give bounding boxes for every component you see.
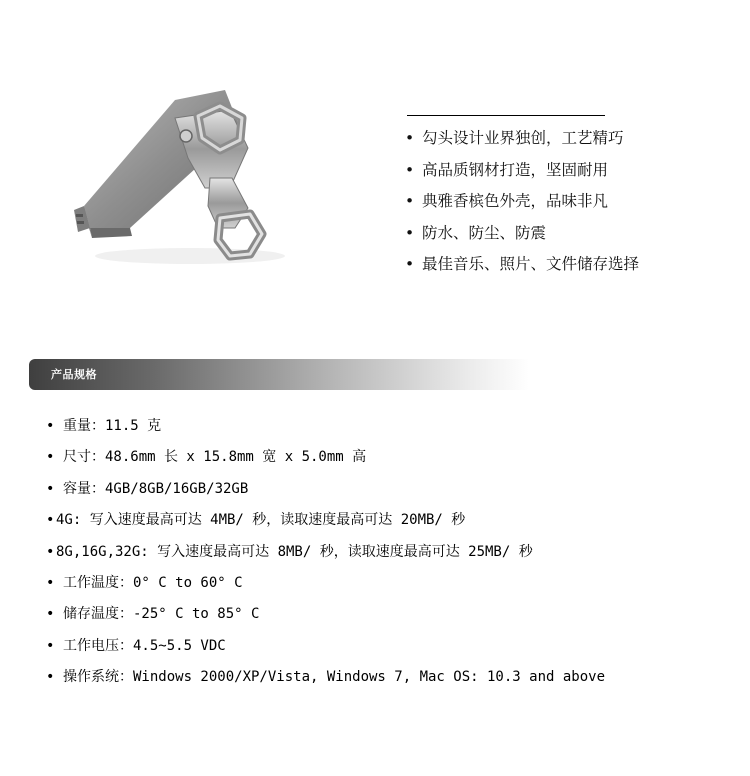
spec-section-title: 产品规格 xyxy=(51,368,97,381)
bullet-icon: • xyxy=(405,192,415,210)
feature-item xyxy=(405,219,639,251)
spec-text: 尺寸：48.6mm 长 x 15.8mm 宽 x 5.0mm 高 xyxy=(63,449,367,466)
bullet-icon: • xyxy=(46,606,55,623)
bullet-icon: • xyxy=(405,129,415,147)
feature-text: 防水、防尘、防震 xyxy=(422,223,547,242)
spec-text: 工作温度：0° C to 60° C xyxy=(63,574,243,591)
bullet-icon: • xyxy=(405,223,415,242)
bullet-icon: • xyxy=(46,449,55,466)
spec-text: 工作电压：4.5~5.5 VDC xyxy=(63,637,226,654)
bullet-icon: • xyxy=(46,574,55,591)
spec-item xyxy=(46,411,605,442)
spec-item xyxy=(46,537,605,568)
bullet-icon: • xyxy=(405,160,415,179)
feature-divider xyxy=(407,115,605,116)
feature-item xyxy=(405,156,639,188)
spec-item xyxy=(46,599,605,630)
spec-item xyxy=(46,568,605,599)
spec-text: 操作系统：Windows 2000/XP/Vista, Windows 7, Mac OS: 10.3 and above xyxy=(63,669,606,686)
bullet-icon: • xyxy=(46,637,55,654)
spec-item xyxy=(46,505,605,536)
spec-text: 重量：11.5 克 xyxy=(63,418,162,434)
spec-text: 储存温度：-25° C to 85° C xyxy=(63,606,260,623)
bullet-icon: • xyxy=(405,255,415,273)
spec-list xyxy=(46,411,605,694)
spec-text: 容量：4GB/8GB/16GB/32GB xyxy=(63,480,249,497)
feature-item xyxy=(405,250,639,282)
bullet-icon: • xyxy=(46,543,55,560)
bullet-icon: • xyxy=(46,480,55,497)
feature-text: 高品质钢材打造，坚固耐用 xyxy=(422,160,609,179)
feature-text: 最佳音乐、照片、文件储存选择 xyxy=(422,255,640,273)
usb-drive-image xyxy=(70,78,310,278)
spec-item xyxy=(46,442,605,473)
spec-item xyxy=(46,662,605,693)
feature-item xyxy=(405,187,639,219)
feature-text: 典雅香槟色外壳，品味非凡 xyxy=(422,192,609,210)
spec-text: 4G: 写入速度最高可达 4MB/ 秒，读取速度最高可达 20MB/ 秒 xyxy=(56,512,466,529)
spec-section-header xyxy=(29,359,529,390)
bullet-icon: • xyxy=(46,512,55,529)
spec-item xyxy=(46,474,605,505)
bullet-icon: • xyxy=(46,669,55,686)
bullet-icon: • xyxy=(46,418,55,434)
feature-list xyxy=(405,124,639,282)
feature-item xyxy=(405,124,639,156)
spec-text: 8G,16G,32G: 写入速度最高可达 8MB/ 秒，读取速度最高可达 25MB/ 秒 xyxy=(56,543,533,560)
feature-text: 勾头设计业界独创，工艺精巧 xyxy=(422,129,624,147)
spec-item xyxy=(46,631,605,662)
